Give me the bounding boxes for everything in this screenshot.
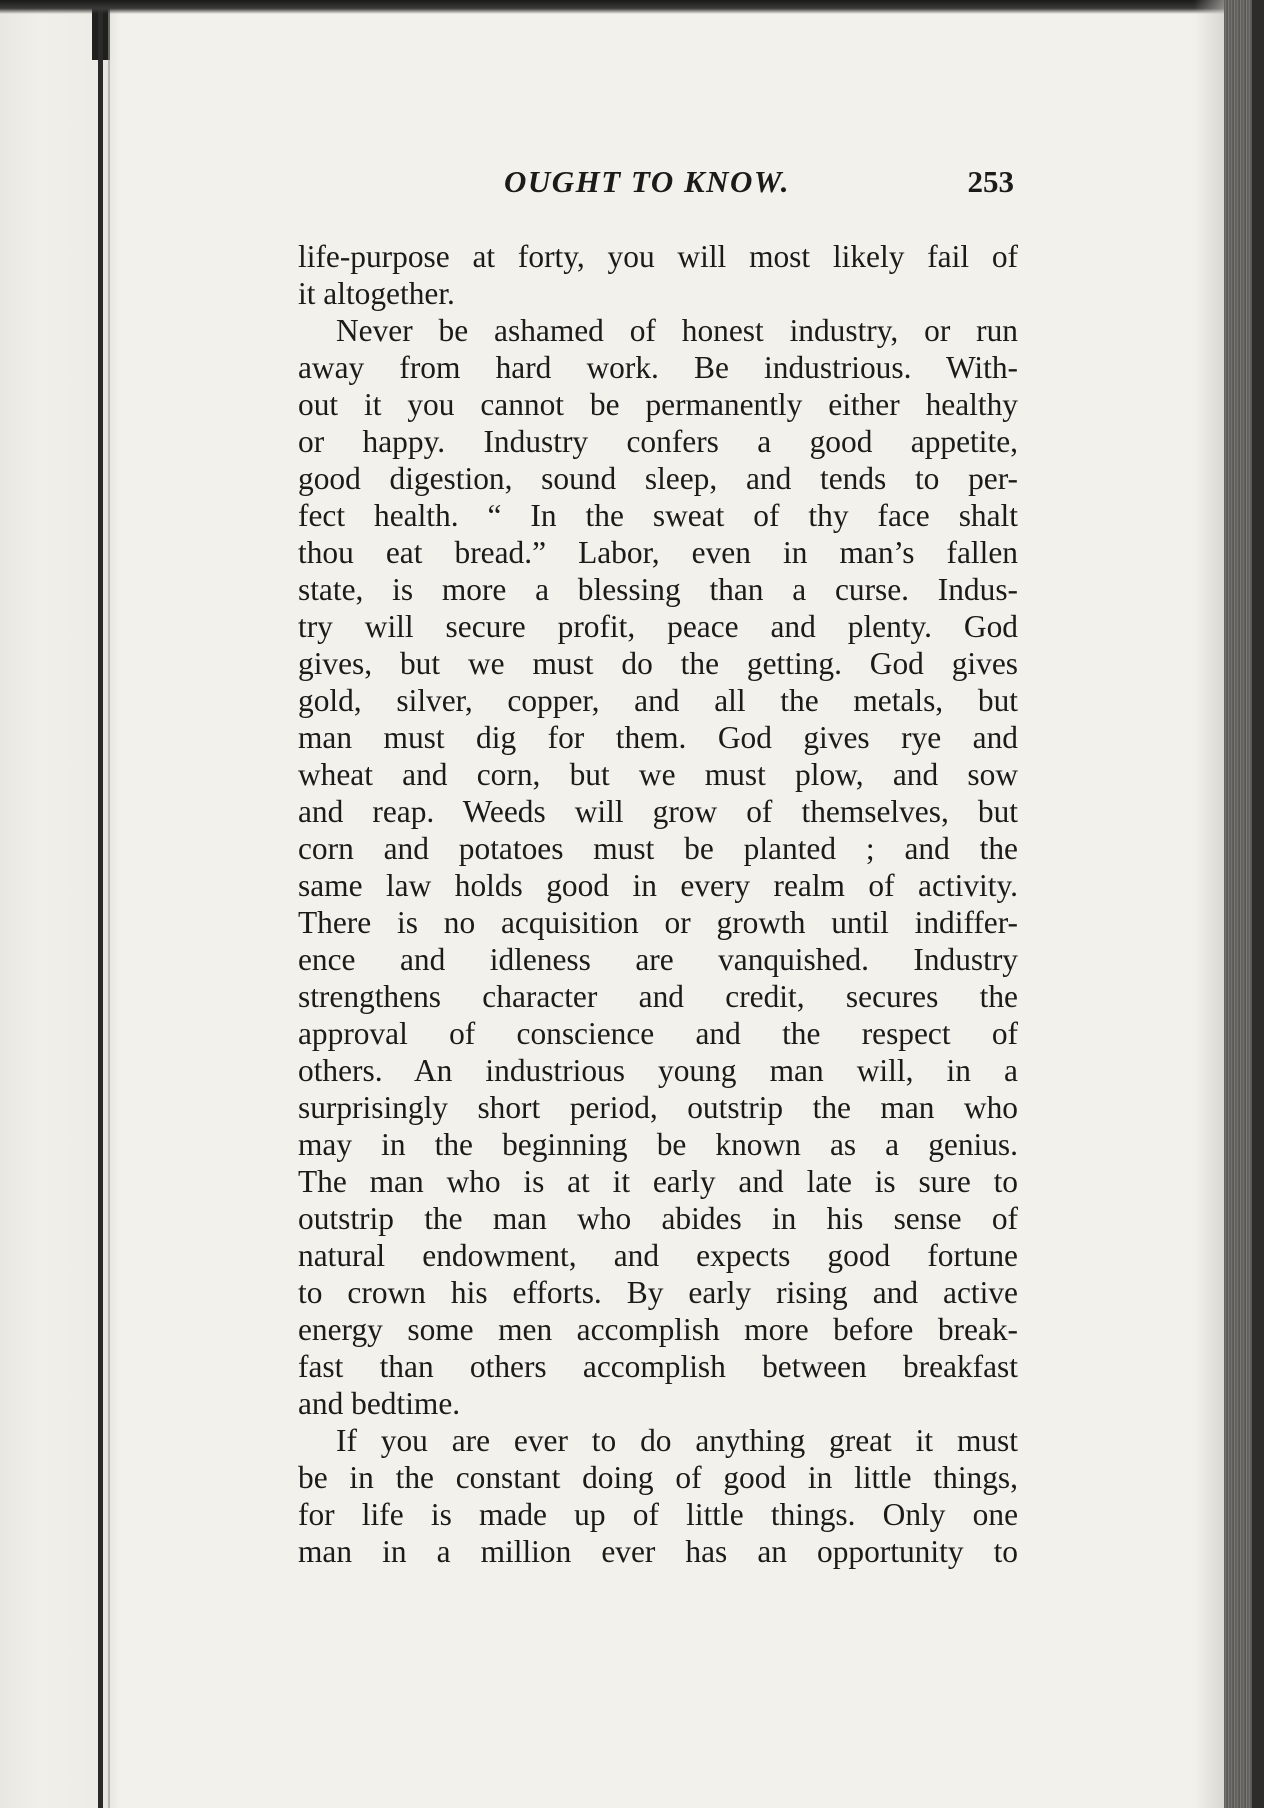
text-line: approval of conscience and the respect of (298, 1016, 1018, 1051)
right-dark-border (1252, 0, 1264, 1808)
top-page-edge (0, 0, 1264, 14)
text-line: wheat and corn, but we must plow, and sow (298, 757, 1018, 792)
text-line: same law holds good in every realm of activity. (298, 868, 1018, 903)
text-line: strengthens character and credit, secures the (298, 979, 1018, 1014)
text-line: fast than others accomplish between breakfast (298, 1349, 1018, 1384)
paragraph-first-line: Never be ashamed of honest industry, or run (336, 313, 1018, 348)
right-edge-shade (1194, 0, 1224, 1808)
text-line: good digestion, sound sleep, and tends to per- (298, 461, 1018, 496)
text-line: and reap. Weeds will grow of themselves, but (298, 794, 1018, 829)
text-line: state, is more a blessing than a curse. Indus- (298, 572, 1018, 607)
page-number: 253 (967, 164, 1014, 199)
text-line: out it you cannot be permanently either healthy (298, 387, 1018, 422)
text-line: or happy. Industry confers a good appetite, (298, 424, 1018, 459)
text-line: surprisingly short period, outstrip the man who (298, 1090, 1018, 1125)
text-line: be in the constant doing of good in little things, (298, 1460, 1018, 1495)
paragraph-first-line: If you are ever to do anything great it must (336, 1423, 1018, 1458)
text-line: gives, but we must do the getting. God gives (298, 646, 1018, 681)
text-line: There is no acquisition or growth until indiffer- (298, 905, 1018, 940)
running-head (298, 164, 1018, 210)
text-block (298, 164, 1018, 1570)
text-line: may in the beginning be known as a genius. (298, 1127, 1018, 1162)
text-line: corn and potatoes must be planted ; and the (298, 831, 1018, 866)
text-line: try will secure profit, peace and plenty. God (298, 609, 1018, 644)
text-line: for life is made up of little things. Only one (298, 1497, 1018, 1532)
body-text (298, 238, 1018, 1570)
text-line: it altogether. (298, 276, 455, 311)
text-line: to crown his efforts. By early rising and active (298, 1275, 1018, 1310)
text-line: ence and idleness are vanquished. Industry (298, 942, 1018, 977)
text-line: others. An industrious young man will, in a (298, 1053, 1018, 1088)
text-line: fect health. “ In the sweat of thy face shalt (298, 498, 1018, 533)
text-line: energy some men accomplish more before break- (298, 1312, 1018, 1347)
text-line: man in a million ever has an opportunity to (298, 1534, 1018, 1569)
binding-edge-shadow (108, 0, 110, 1808)
text-line: man must dig for them. God gives rye and (298, 720, 1018, 755)
running-title: OUGHT TO KNOW. (504, 164, 790, 199)
text-line: thou eat bread.” Labor, even in man’s fallen (298, 535, 1018, 570)
text-line: life-purpose at forty, you will most likely fail of (298, 239, 1018, 274)
text-line: gold, silver, copper, and all the metals, but (298, 683, 1018, 718)
text-line: and bedtime. (298, 1386, 461, 1421)
text-line: The man who is at it early and late is sure to (298, 1164, 1018, 1199)
text-line: natural endowment, and expects good fortune (298, 1238, 1018, 1273)
binding-edge-line (98, 0, 103, 1808)
text-line: away from hard work. Be industrious. With- (298, 350, 1018, 385)
text-line: outstrip the man who abides in his sense of (298, 1201, 1018, 1236)
